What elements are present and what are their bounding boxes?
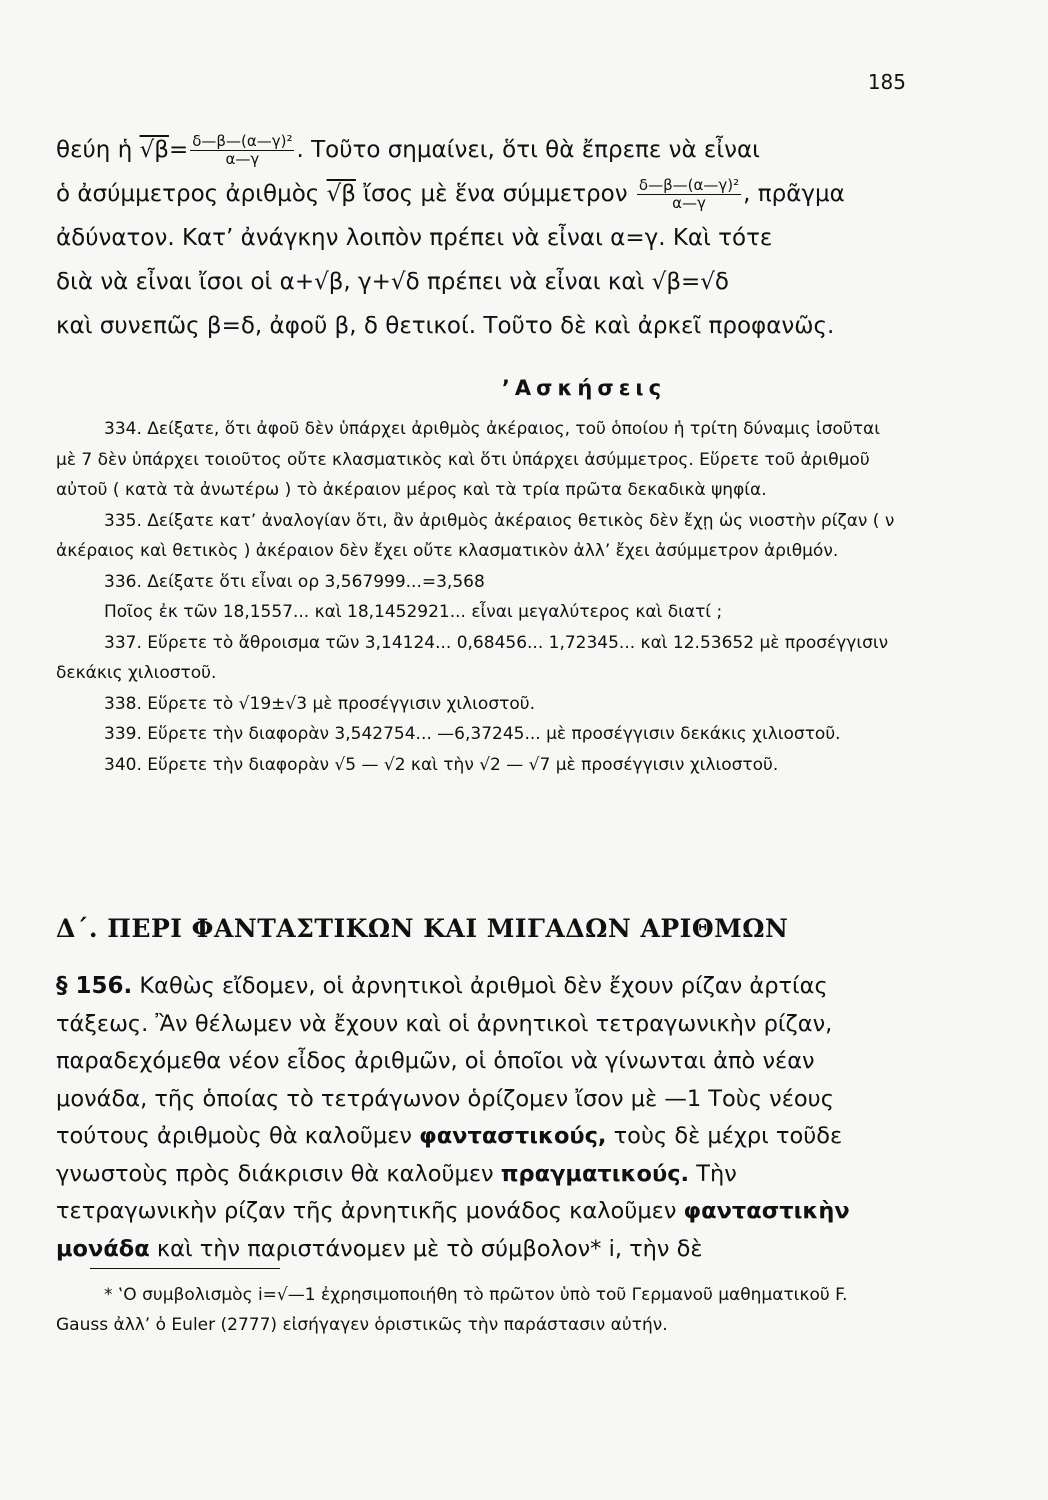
section-text: καὶ τὴν παριστάνομεν μὲ τὸ σύμβολον* i, τὴν δὲ [149,1235,703,1262]
exercise-336: 336. Δείξατε ὅτι εἶναι ορ 3,567999...=3,568 [104,571,485,592]
fraction-denominator: α—γ [672,194,706,212]
term-real: πραγματικούς. [500,1160,690,1187]
footnote-divider [90,1268,280,1269]
exercises-title: ’Ασκήσεις [501,376,667,400]
intro-text: θεύη ἡ [56,137,140,163]
radical-beta: √β [326,181,356,207]
exercise-337: 337. Εὕρετε τὸ ἄθροισμα τῶν 3,14124... 0,68456... 1,72345... καὶ 12.53652 μὲ προσέγγισιν δεκάκις χιλιοστοῦ. [56,632,889,683]
intro-line-1 [56,128,904,172]
page-number: 185 [867,70,906,94]
exercises-list [56,414,904,780]
section-text: Καθὼς εἴδομεν, οἱ ἀρνητικοὶ ἀριθμοὶ δὲν ἔχουν ρίζαν ἀρτίας τάξεως. Ἂν θέλωμεν νὰ ἔχουν καὶ οἱ ἀρνητικοὶ τετραγωνικὴν ρίζαν, παραδεχόμεθα νέον εἶδος ἀριθμῶν, οἱ ὁποῖοι νὰ γίνωνται ἀπὸ νέαν μονάδα, τῆς ὁποίας τὸ τετράγωνον ὁρίζομεν ἴσον μὲ —1 Τοὺς νέους τούτους ἀριθμοὺς θὰ καλοῦμεν [56,973,834,1149]
fraction-numerator: δ—β—(α—γ)² [192,132,293,150]
exercise-339: 339. Εὕρετε τὴν διαφορὰν 3,542754... —6,37245... μὲ προσέγγισιν δεκάκις χιλιοστοῦ. [104,724,841,744]
intro-text: . Τοῦτο σημαίνει, ὅτι θὰ ἔπρεπε νὰ εἶναι [296,137,760,163]
fraction-numerator: δ—β—(α—γ)² [638,176,740,194]
section-text: τοὺς δὲ μέχρι τοῦδε γνωστοὺς πρὸς διάκρισιν θὰ καλοῦμεν [56,1123,843,1187]
exercise-336-continued: Ποῖος ἐκ τῶν 18,1557... καὶ 18,1452921... εἶναι μεγαλύτερος καὶ διατί ; [104,602,723,622]
exercise-335: 335. Δείξατε κατ’ ἀναλογίαν ὅτι, ἂν ἀριθμὸς ἀκέραιος θετικὸς δὲν ἔχῃ ὡς νιοστὴν ρίζαν ( ν ἀκέραιος καὶ θετικὸς ) ἀκέραιον δὲν ἔχει οὔτε κλασματικὸν ἀλλ’ ἔχει ἀσύμμετρον ἀριθμόν. [56,510,895,561]
intro-line-3: ἀδύνατον. Κατ’ ἀνάγκην λοιπὸν πρέπει νὰ εἶναι α=γ. Καὶ τότε [56,225,773,251]
intro-line-5: καὶ συνεπῶς β=δ, ἀφοῦ β, δ θετικοί. Τοῦτο δὲ καὶ ἀρκεῖ προφανῶς. [56,313,835,339]
section-text: Τὴν τετραγωνικὴν ρίζαν τῆς ἀρνητικῆς μονάδος καλοῦμεν [56,1160,737,1224]
term-imaginary: φανταστικούς, [419,1123,607,1149]
chapter-heading: Δ΄. ΠΕΡΙ ΦΑΝΤΑΣΤΙΚΩΝ ΚΑΙ ΜΙΓΑΔΩΝ ΑΡΙΘΜΩΝ [56,914,789,943]
exercise-338: 338. Εὕρετε τὸ √19±√3 μὲ προσέγγισιν χιλιοστοῦ. [104,693,535,714]
footnote: * ‛Ο συμβολισμὸς i=√—1 ἐχρησιμοποιήθη τὸ πρῶτον ὑπὸ τοῦ Γερμανοῦ μαθηματικοῦ F. Gauss ἀλλ’ ὁ Euler (2777) εἰσήγαγεν ὁριστικῶς τὴν παράστασιν αὐτήν. [56,1285,848,1335]
term-imaginary-unit: φανταστικὴν μονάδα [56,1198,850,1262]
intro-paragraph [56,128,904,348]
radical-beta: √β [139,137,169,163]
equals-sign: = [168,137,189,163]
fraction [190,133,294,168]
intro-text: ὁ ἀσύμμετρος ἀριθμὸς [56,181,327,207]
intro-text: ἴσος μὲ ἕνα σύμμετρον [355,181,635,207]
intro-text: , πρᾶγμα [743,181,845,207]
fraction-denominator: α—γ [225,150,260,168]
section-number: § 156. [56,973,133,999]
fraction [637,177,741,212]
intro-line-4: διὰ νὰ εἶναι ἴσοι οἱ α+√β, γ+√δ πρέπει νὰ εἶναι καὶ √β=√δ [56,269,729,295]
section-156 [56,968,904,1268]
intro-line-2 [56,172,904,216]
exercise-340: 340. Εὕρετε τὴν διαφορὰν √5 — √2 καὶ τὴν √2 — √7 μὲ προσέγγισιν χιλιοστοῦ. [104,754,779,775]
exercise-334: 334. Δείξατε, ὅτι ἀφοῦ δὲν ὑπάρχει ἀριθμὸς ἀκέραιος, τοῦ ὁποίου ἡ τρίτη δύναμις ἰσοῦται μὲ 7 δὲν ὑπάρχει τοιοῦτος οὔτε κλασματικὸς καὶ ὅτι ὑπάρχει ἀσύμμετρος. Εὕρετε τοῦ ἀριθμοῦ αὐτοῦ ( κατὰ τὰ ἀνωτέρω ) τὸ ἀκέραιον μέρος καὶ τὰ τρία πρῶτα δεκαδικὰ ψηφία. [56,419,880,500]
